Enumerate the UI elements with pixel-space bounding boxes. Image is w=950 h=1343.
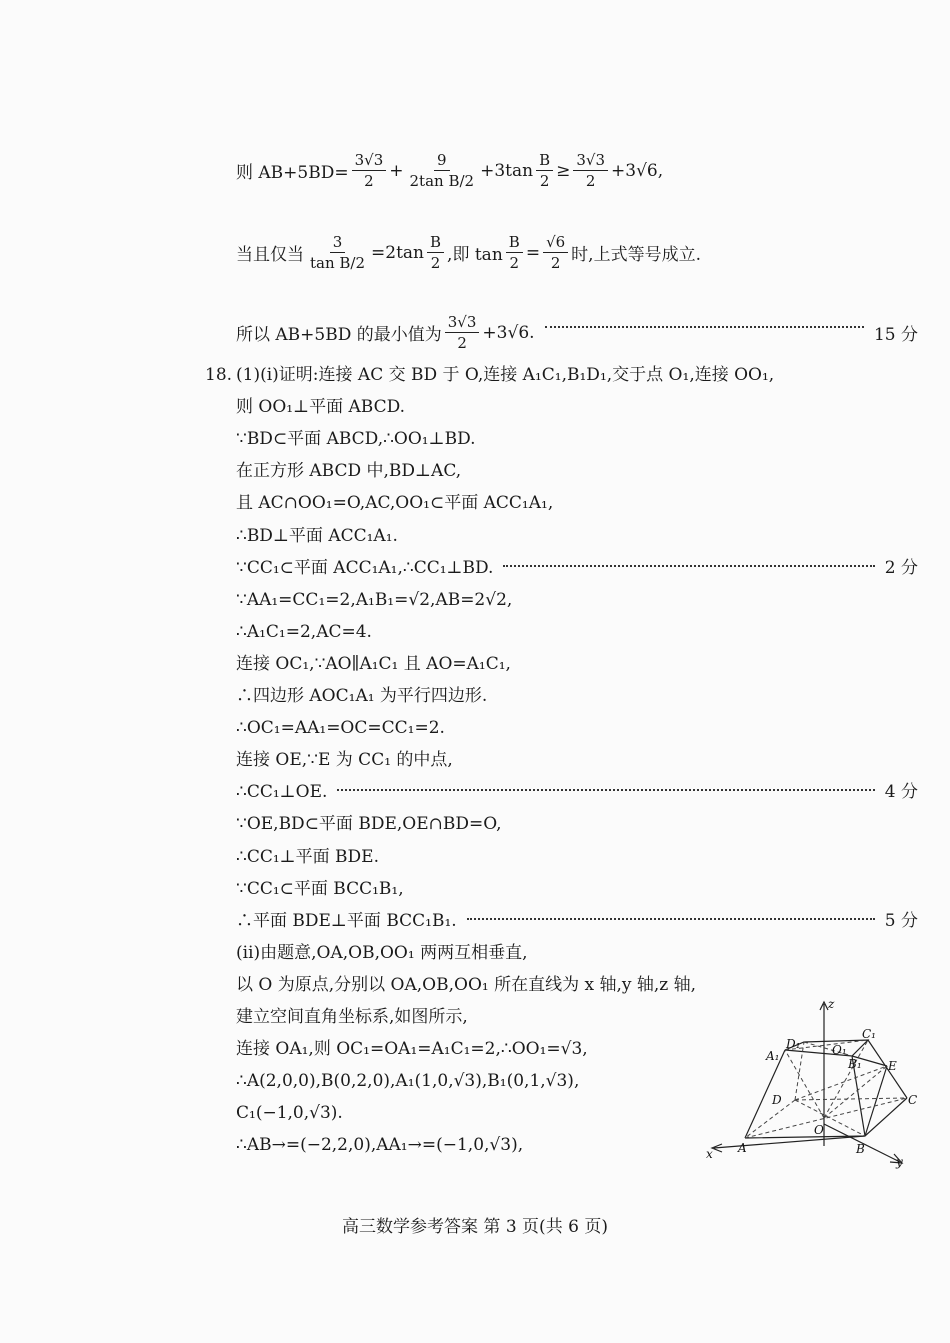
solution-line: [236, 556, 918, 580]
label-C1: C₁: [862, 1027, 876, 1041]
solution-line: [236, 684, 918, 708]
line-text: ∵CC₁⊂平面 ACC₁A₁,∴CC₁⊥BD.: [236, 557, 494, 578]
fraction: $\frac{3√3}{2}$: [445, 312, 480, 353]
label-B1: B₁: [848, 1057, 862, 1071]
solution-line: [236, 941, 918, 965]
hidden-DE: [795, 1066, 887, 1100]
dot-leader: [545, 326, 864, 328]
line-text: ∴OC₁=AA₁=OC=CC₁=2.: [236, 718, 445, 739]
score-label: 2 分: [884, 557, 918, 578]
solution-line: [236, 812, 918, 836]
line-text: (1)(ⅰ)证明:连接 AC 交 BD 于 O,连接 A₁C₁,B₁D₁,交于点 O₁,连接 OO₁,: [236, 365, 775, 385]
line-text: 以 O 为原点,分别以 OA,OB,OO₁ 所在直线为 x 轴,y 轴,z 轴,: [236, 974, 697, 995]
hidden-DB: [795, 1100, 865, 1136]
hidden-DC: [795, 1098, 907, 1100]
line-text: C₁(−1,0,√3).: [236, 1103, 343, 1124]
label-A: A: [738, 1141, 747, 1155]
label-B: B: [856, 1142, 865, 1156]
dot-leader: [467, 918, 875, 920]
line-text: ∴CC₁⊥OE.: [236, 782, 328, 803]
label-D: D: [772, 1093, 782, 1107]
solution-line: [236, 395, 918, 419]
label-O: O: [814, 1123, 824, 1137]
solution-line: [236, 363, 918, 387]
solution-line: [236, 877, 918, 901]
fraction: $\frac{9}{\text{2tan B/2}}$: [409, 151, 475, 190]
hidden-AC: [745, 1098, 907, 1138]
coordinate-solid-figure: [700, 996, 940, 1176]
score-label: 5 分: [884, 910, 918, 931]
label-C: C: [908, 1093, 918, 1107]
label-A1: A₁: [766, 1049, 780, 1063]
fraction: $\frac{3}{\text{tan B/2}}$: [310, 233, 366, 272]
line-text: 连接 OA₁,则 OC₁=OA₁=A₁C₁=2,∴OO₁=√3,: [236, 1039, 588, 1060]
hidden-OA1: [785, 1050, 824, 1118]
label-x: x: [706, 1147, 713, 1161]
fraction: $\frac{B}{2}$: [506, 232, 523, 273]
line-text: 在正方形 ABCD 中,BD⊥AC,: [236, 461, 462, 482]
solution-line: [236, 909, 918, 933]
line-text: ∴CC₁⊥平面 BDE.: [236, 846, 379, 867]
line-text: (ⅱ)由题意,OA,OB,OO₁ 两两互相垂直,: [236, 942, 528, 963]
label-y: y: [896, 1155, 903, 1169]
line-text: ∴A₁C₁=2,AC=4.: [236, 621, 372, 642]
line-text: 连接 OE,∵E 为 CC₁ 的中点,: [236, 750, 453, 771]
solution-line: [236, 620, 918, 644]
solution-line: [236, 973, 918, 997]
line-text: ∴四边形 AOC₁A₁ 为平行四边形.: [236, 686, 488, 706]
solution-line: [236, 524, 918, 548]
label-O1: O₁: [832, 1043, 847, 1057]
line-text: ∵OE,BD⊂平面 BDE,OE∩BD=O,: [236, 814, 502, 835]
line-text: ∵BD⊂平面 ABCD,∴OO₁⊥BD.: [236, 429, 476, 450]
equality-condition-line: 当且仅当 $\frac{3}{\text{tan B/2}}$ =2tan $\frac{B}{2}$ ,即 tan $\frac{B}{2}$ = $\frac{√6}{2}$ 时,上式等号成立.: [236, 233, 701, 272]
dot-leader: [503, 565, 874, 567]
line-text: ∵CC₁⊂平面 BCC₁B₁,: [236, 878, 404, 899]
fraction: $\frac{3√3}{2}$: [352, 150, 387, 191]
line-text: ∴AB→=(−2,2,0),AA₁→=(−1,0,√3),: [236, 1135, 524, 1156]
label-z: z: [828, 997, 835, 1011]
solution-line: [236, 748, 918, 772]
line-text: ∵AA₁=CC₁=2,A₁B₁=√2,AB=2√2,: [236, 589, 513, 610]
minimum-value-line: 所以 AB+5BD 的最小值为 $\frac{3√3}{2}$ +3√6. 15 分: [236, 313, 918, 352]
score-label: 4 分: [884, 782, 918, 803]
inequality-line: 则 AB+5BD= $\frac{3√3}{2}$ + $\frac{9}{\text{2tan B/2}}$ +3tan $\frac{B}{2}$ ≥ $\frac{3√3}{2}$ +3√6,: [236, 151, 664, 190]
solution-line: [236, 427, 918, 451]
page-footer: 高三数学参考答案 第 3 页(共 6 页): [342, 1217, 608, 1237]
line-text: ∴A(2,0,0),B(0,2,0),A₁(1,0,√3),B₁(0,1,√3),: [236, 1071, 580, 1092]
line-text: 且 AC∩OO₁=O,AC,OO₁⊂平面 ACC₁A₁,: [236, 493, 554, 514]
fraction: $\frac{B}{2}$: [536, 150, 553, 191]
fraction: $\frac{B}{2}$: [427, 232, 444, 273]
solution-line: [236, 780, 918, 804]
solution-line: [236, 652, 918, 676]
dot-leader: [337, 789, 874, 791]
line-text: 建立空间直角坐标系,如图所示,: [236, 1007, 468, 1027]
label-D1: D₁: [786, 1037, 801, 1051]
solution-line: [236, 459, 918, 483]
label-E: E: [888, 1059, 897, 1073]
question-number: 18.: [205, 365, 233, 385]
fraction: $\frac{3√3}{2}$: [573, 150, 608, 191]
line-text: 连接 OC₁,∵AO∥A₁C₁ 且 AO=A₁C₁,: [236, 653, 511, 674]
line-text: 则 OO₁⊥平面 ABCD.: [236, 397, 406, 418]
hidden-DA: [745, 1100, 795, 1138]
solution-line: [236, 845, 918, 869]
solution-line: [236, 491, 918, 515]
solution-line: [236, 588, 918, 612]
line-text: ∴平面 BDE⊥平面 BCC₁B₁.: [236, 910, 457, 931]
line-text: ∴BD⊥平面 ACC₁A₁.: [236, 525, 398, 546]
fraction: $\frac{√6}{2}$: [543, 232, 568, 273]
score-label: 15 分: [873, 325, 918, 345]
solution-line: [236, 716, 918, 740]
